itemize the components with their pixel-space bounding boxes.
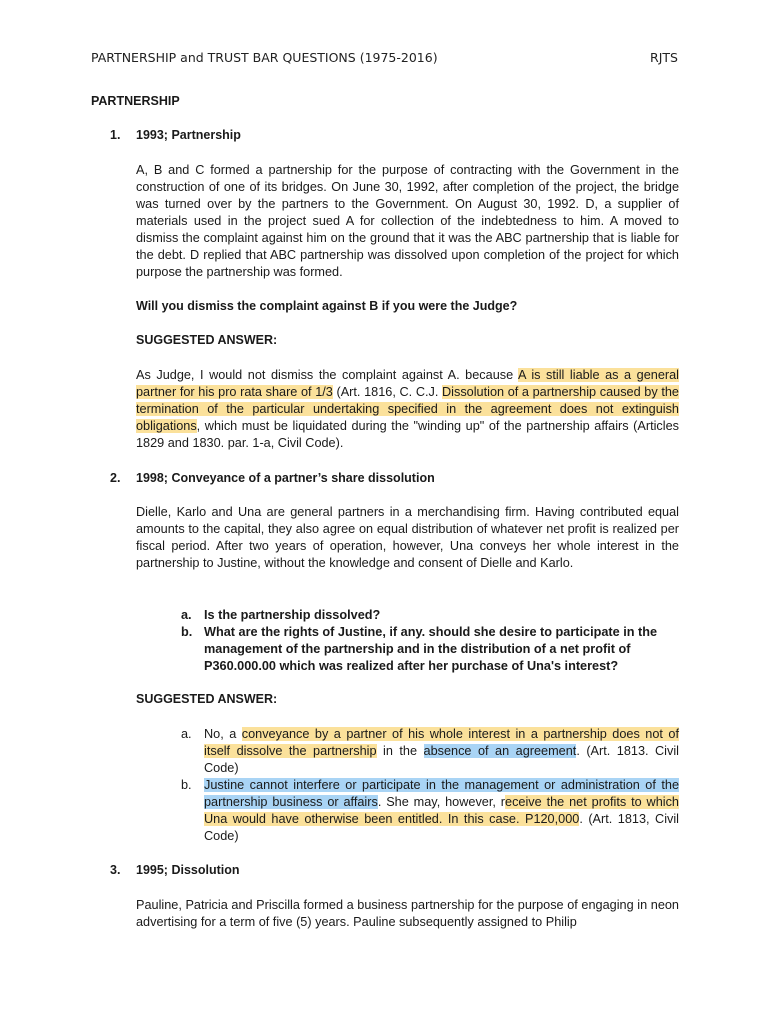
question-2-sub-a xyxy=(181,607,679,624)
sub-letter: b. xyxy=(181,625,193,639)
highlight-yellow: eceive the net profits to which Una would have otherwise been entitled. In this case. P120,000 xyxy=(204,795,679,826)
section-title: PARTNERSHIP xyxy=(91,94,180,108)
highlight-blue: absence of an agreement xyxy=(423,744,577,758)
page-header xyxy=(91,50,678,65)
question-1-ask: Will you dismiss the complaint against B if you were the Judge? xyxy=(136,299,518,313)
question-title: 1998; Conveyance of a partner’s share dissolution xyxy=(136,471,435,485)
answer-text: As Judge, I would not dismiss the complaint against A. because xyxy=(136,368,519,382)
answer-text: No, a xyxy=(204,727,242,741)
answer-text: (Art. 1816, C. C.J. xyxy=(332,385,443,399)
question-number: 1. xyxy=(110,128,121,142)
answer-body xyxy=(204,777,679,845)
answer-body xyxy=(204,726,679,777)
sub-text: What are the rights of Justine, if any. should she desire to participate in the management of the partnership and in the distribution of a net profit of P360.000.00 which was realized after her purchase of Una's interest? xyxy=(204,625,658,673)
answer-text: , which must be liquidated during the "winding up" of the partnership affairs (Articles 1829 and 1830. par. 1-a, Civil Code). xyxy=(136,419,679,450)
question-2-answer-a xyxy=(181,726,679,777)
answer-text: . (Art. 1813, Civil Code) xyxy=(204,812,679,843)
highlight-blue: Justine cannot interfere or participate in the management or administration of the partnership business or affairs xyxy=(204,778,679,809)
question-number: 2. xyxy=(110,471,121,485)
highlight-yellow: A is still liable as a general partner for his pro rata share of 1/3 xyxy=(136,368,679,399)
answer-text: . (Art. 1813. Civil Code) xyxy=(204,744,679,775)
question-2-sub-b xyxy=(181,624,679,675)
question-1-heading xyxy=(110,128,241,142)
header-title: PARTNERSHIP and TRUST BAR QUESTIONS (1975-2016) xyxy=(91,50,438,65)
answer-letter: b. xyxy=(181,778,192,792)
question-1-suggested-label: SUGGESTED ANSWER: xyxy=(136,333,278,347)
question-1-facts: A, B and C formed a partnership for the purpose of contracting with the Government in the construction of one of its bridges. On June 30, 1992, after completion of the project, the bridge was turned over by the partners to the Government. On August 30, 1992. D, a supplier of materials used in the project sued A for collection of the indebtedness to him. A moved to dismiss the complaint against him on the ground that it was the ABC partnership that is liable for the debt. D replied that ABC partnership was dissolved upon completion of the project for which purpose the partnership was formed. xyxy=(136,163,679,279)
header-initials: RJTS xyxy=(650,50,678,65)
answer-letter: a. xyxy=(181,727,192,741)
question-2-heading xyxy=(110,471,435,485)
sub-text: Is the partnership dissolved? xyxy=(204,608,381,622)
sub-letter: a. xyxy=(181,608,192,622)
question-2-suggested-label: SUGGESTED ANSWER: xyxy=(136,692,278,706)
question-number: 3. xyxy=(110,863,121,877)
question-1-answer xyxy=(136,367,679,452)
question-title: 1993; Partnership xyxy=(136,128,241,142)
question-2-facts: Dielle, Karlo and Una are general partners in a merchandising firm. Having contributed equal amounts to the capital, they also agree on equal distribution of whatever net profit is realized per fiscal period. After two years of operation, however, Una conveys her whole interest in the partnership to Justine, without the knowledge and consent of Dielle and Karlo. xyxy=(136,505,679,570)
answer-text: in the xyxy=(376,744,424,758)
question-2-answer-b xyxy=(181,777,679,845)
answer-text: . She may, however, r xyxy=(377,795,506,809)
highlight-yellow: conveyance by a partner of his whole interest in a partnership does not of itself dissolve the partnership xyxy=(204,727,679,758)
question-title: 1995; Dissolution xyxy=(136,863,240,877)
highlight-yellow: Dissolution of a partnership caused by the termination of the particular undertaking specified in the agreement does not extinguish obligations xyxy=(136,385,679,433)
question-3-facts: Pauline, Patricia and Priscilla formed a business partnership for the purpose of engaging in neon advertising for a term of five (5) years. Pauline subsequently assigned to Philip xyxy=(136,898,679,929)
question-3-heading xyxy=(110,863,240,877)
